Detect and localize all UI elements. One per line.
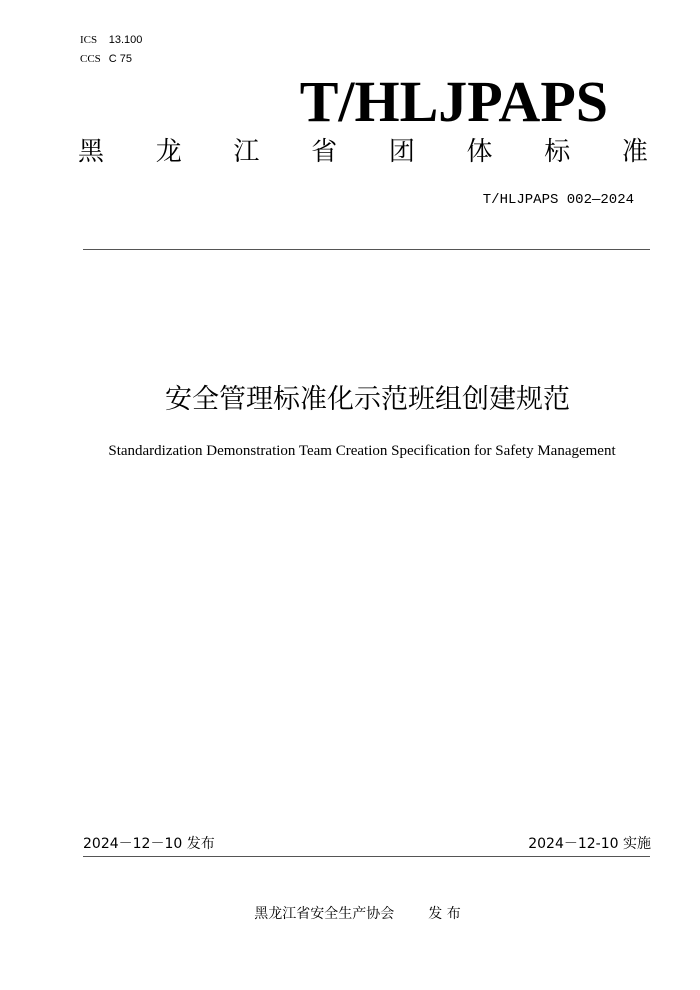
standard-type-char: 江 [233, 137, 260, 167]
standard-type-char: 省 [311, 137, 338, 167]
document-number: T/HLJPAPS 002—2024 [482, 192, 634, 208]
ccs-label: CCS [80, 53, 101, 65]
standard-type-char: 准 [621, 137, 648, 167]
ics-classification [80, 34, 142, 46]
implementation-date: 2024－12-10 实施 [528, 836, 651, 852]
ics-label: ICS [80, 34, 98, 46]
ccs-value: C 75 [108, 53, 132, 65]
issue-date: 2024－12－10 发布 [83, 836, 215, 852]
publisher-name: 黑龙江省安全生产协会 [254, 906, 395, 922]
standard-code-logo: T/HLJPAPS [299, 69, 608, 134]
footer-divider [83, 856, 650, 857]
ics-value: 13.100 [108, 34, 143, 46]
title-chinese: 安全管理标准化示范班组创建规范 [165, 384, 570, 415]
standard-type-char: 标 [544, 137, 571, 167]
standard-type-heading [78, 134, 648, 170]
standard-type-char: 龙 [155, 137, 182, 167]
header-divider [83, 249, 650, 250]
publish-action: 发 布 [428, 906, 461, 922]
title-english: Standardization Demonstration Team Creation Specification for Safety Management [108, 443, 616, 459]
publisher-line [0, 904, 700, 924]
standard-type-char: 团 [388, 137, 415, 167]
standard-type-char: 体 [466, 137, 493, 167]
ccs-classification [80, 53, 132, 65]
standard-type-char: 黑 [78, 137, 105, 167]
